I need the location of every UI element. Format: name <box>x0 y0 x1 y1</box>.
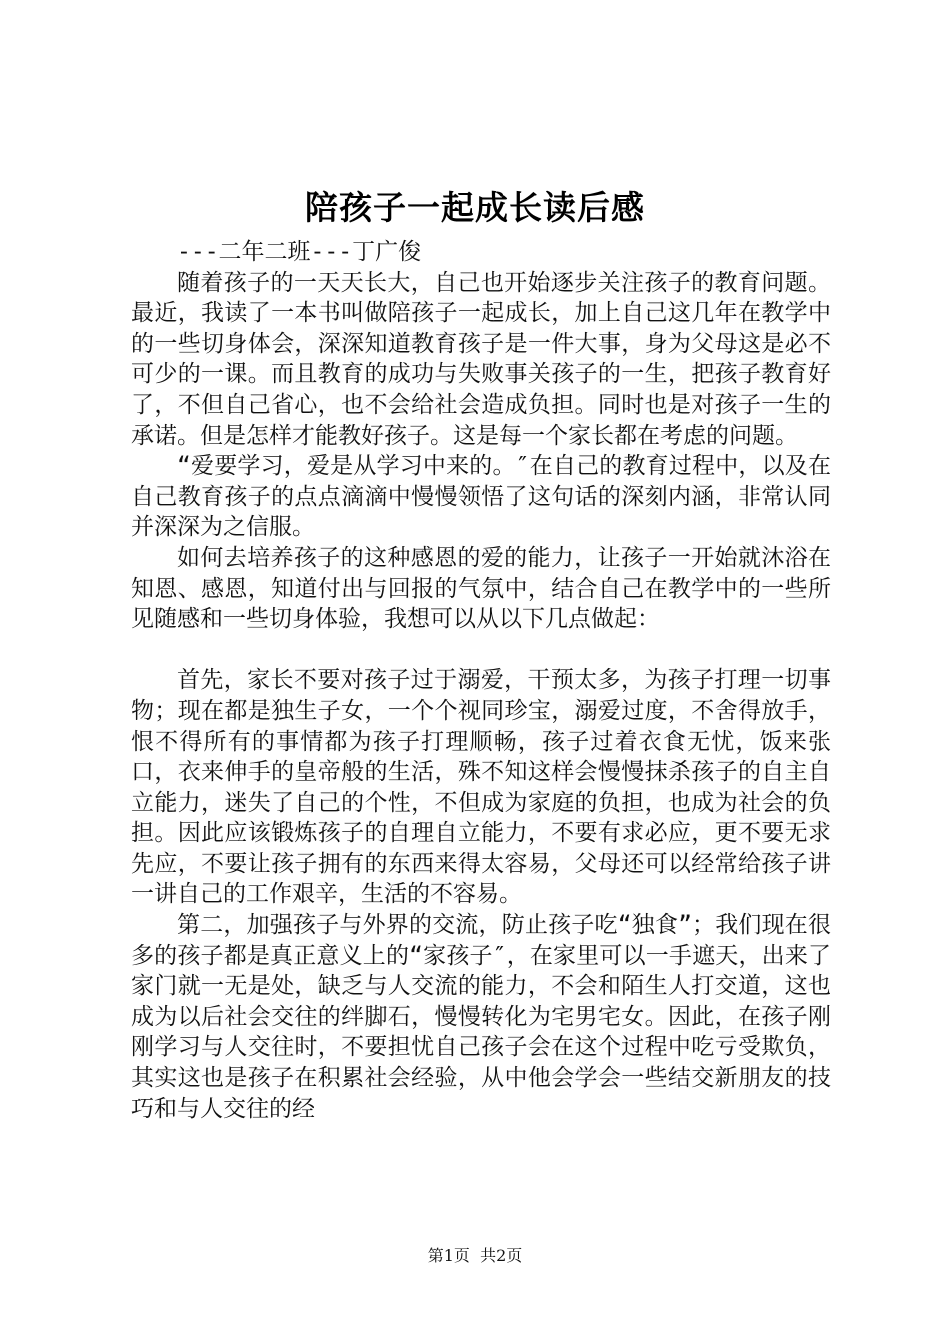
paragraph-4: 首先，家长不要对孩子过于溺爱，干预太多，为孩子打理一切事物；现在都是独生子女，一个个视同珍宝，溺爱过度，不舍得放手，恨不得所有的事情都为孩子打理顺畅，孩子过着衣食无忧，饭来张口，衣来伸手的皇帝般的生活，殊不知这样会慢慢抹杀孩子的自主自立能力，迷失了自己的个性，不但成为家庭的负担，也成为社会的负担。因此应该锻炼孩子的自理自立能力，不要有求必应，更不要无求先应，不要让孩子拥有的东西来得太容易，父母还可以经常给孩子讲一讲自己的工作艰辛，生活的不容易。 <box>131 667 831 908</box>
paragraph-1: 随着孩子的一天天长大，自己也开始逐步关注孩子的教育问题。最近，我读了一本书叫做陪孩子一起成长，加上自己这几年在教学中的一些切身体会，深深知道教育孩子是一件大事，身为父母这是必不可少的一课。而且教育的成功与失败事关孩子的一生，把孩子教育好了，不但自己省心，也不会给社会造成负担。同时也是对孩子一生的承诺。但是怎样才能教好孩子。这是每一个家长都在考虑的问题。 <box>131 269 831 449</box>
paragraph-3: 如何去培养孩子的这种感恩的爱的能力，让孩子一开始就沐浴在知恩、感恩，知道付出与回报的气氛中，结合自己在教学中的一些所见随感和一些切身体验，我想可以从以下几点做起： <box>131 544 831 633</box>
paragraph-5: 第二，加强孩子与外界的交流，防止孩子吃“独食”；我们现在很多的孩子都是真正意义上的“家孩子″，在家里可以一手遮天，出来了家门就一无是处，缺乏与人交流的能力，不会和陌生人打交道，这也成为以后社会交往的绊脚石，慢慢转化为宅男宅女。因此，在孩子刚刚学习与人交往时，不要担忧自己孩子会在这个过程中吃亏受欺负，其实这也是孩子在积累社会经验，从中他会学会一些结交新朋友的技巧和与人交往的经 <box>131 912 831 1122</box>
page-footer <box>0 1243 950 1266</box>
document-body <box>131 237 831 1124</box>
page-number: 第1页 共2页 <box>427 1246 523 1265</box>
author-line: ---二年二班---丁广俊 <box>177 239 422 265</box>
document-title: 陪孩子一起成长读后感 <box>305 188 645 227</box>
paragraph-2: “爱要学习，爱是从学习中来的。″在自己的教育过程中，以及在自己教育孩子的点点滴滴中慢慢领悟了这句话的深刻内涵，非常认同并深深为之信服。 <box>131 453 831 541</box>
